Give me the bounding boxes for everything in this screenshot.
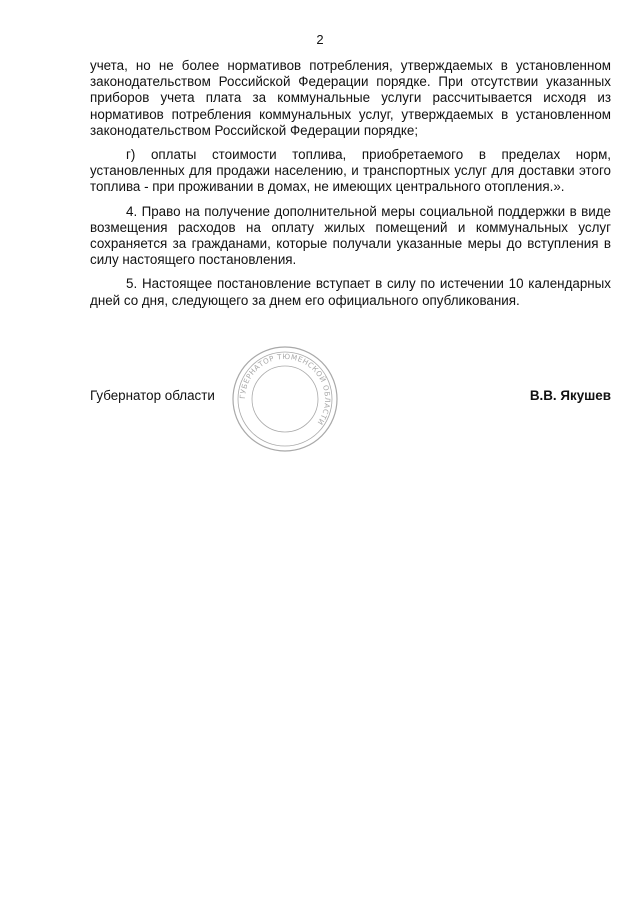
signatory-name: В.В. Якушев (529, 388, 611, 403)
signature-block (90, 388, 611, 408)
signatory-title: Губернатор области (90, 388, 215, 403)
paragraph-5: 5. Настоящее постановление вступает в силу по истечении 10 календарных дней со дня, следующего за днем его официального опубликования. (90, 276, 611, 308)
official-seal-stamp (231, 345, 339, 453)
paragraph-4: 4. Право на получение дополнительной меры социальной поддержки в виде возмещения расходов на оплату жилых помещений и коммунальных услуг сохраняется за гражданами, которые получали указанные меры до вступления в силу настоящего постановления. (90, 203, 611, 268)
page-number: 2 (316, 32, 324, 47)
svg-text:ГУБЕРНАТОР ТЮМЕНСКОЙ ОБЛАСТИ: ГУБЕРНАТОР ТЮМЕНСКОЙ ОБЛАСТИ (237, 351, 333, 427)
document-body (90, 58, 611, 317)
paragraph-continuation: учета, но не более нормативов потребления, утверждаемых в установленном законодательством Российской Федерации порядке. При отсутствии указанных приборов учета плата за коммунальные услуги рассчитывается исходя из нормативов потребления коммунальных услуг, утверждаемых в установленном законодательством Российской Федерации порядке; (90, 58, 611, 138)
paragraph-item-g: г) оплаты стоимости топлива, приобретаемого в пределах норм, установленных для продажи населению, и транспортных услуг для доставки этого топлива - при проживании в домах, не имеющих центрального отопления.». (90, 147, 611, 195)
